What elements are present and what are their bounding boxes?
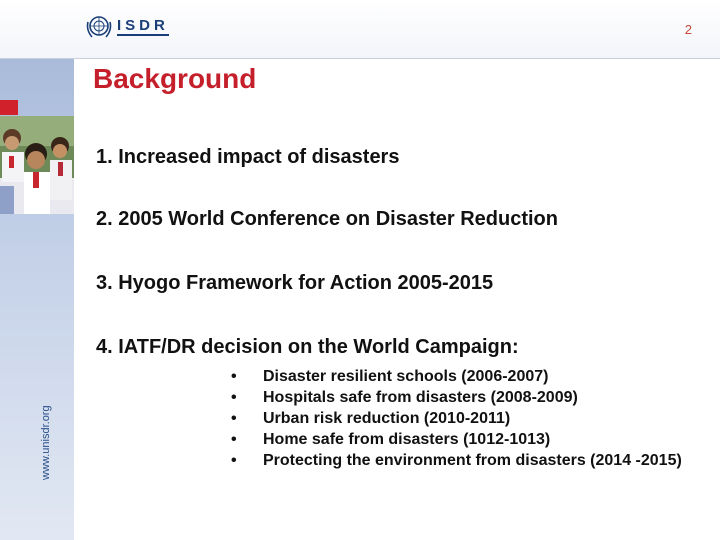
list-item (223, 429, 703, 450)
point-hyogo-framework: 3. Hyogo Framework for Action 2005-2015 (96, 272, 494, 294)
page-number: 2 (684, 22, 692, 37)
header-divider (0, 58, 720, 59)
list-item-text: Hospitals safe from disasters (2008-2009) (263, 389, 578, 406)
bullet-icon: • (231, 389, 237, 406)
point-iatf-decision: 4. IATF/DR decision on the World Campaign: (96, 336, 519, 358)
bullet-icon: • (231, 410, 237, 427)
list-item-text: Urban risk reduction (2010-2011) (263, 410, 511, 427)
list-item (223, 408, 703, 429)
list-item-text: Home safe from disasters (1012-1013) (263, 431, 551, 448)
list-item-text: Disaster resilient schools (2006-2007) (263, 368, 549, 385)
list-item (223, 387, 703, 408)
slide-title: Background (93, 63, 257, 94)
website-url: www.unisdr.org (40, 405, 52, 480)
un-emblem-icon (84, 12, 114, 42)
list-item (223, 450, 703, 471)
campaign-list (223, 366, 703, 471)
red-accent-tab (0, 100, 18, 115)
bullet-icon: • (231, 431, 237, 448)
list-item-text: Protecting the environment from disasters (2014 -2015) (263, 452, 682, 469)
point-increased-impact: 1. Increased impact of disasters (96, 146, 400, 168)
bullet-icon: • (231, 452, 237, 469)
isdr-logo (84, 12, 169, 42)
point-world-conference: 2. 2005 World Conference on Disaster Reduction (96, 208, 558, 230)
children-photo (0, 116, 74, 214)
logo-text: ISDR (117, 17, 169, 34)
list-item (223, 366, 703, 387)
bullet-icon: • (231, 368, 237, 385)
